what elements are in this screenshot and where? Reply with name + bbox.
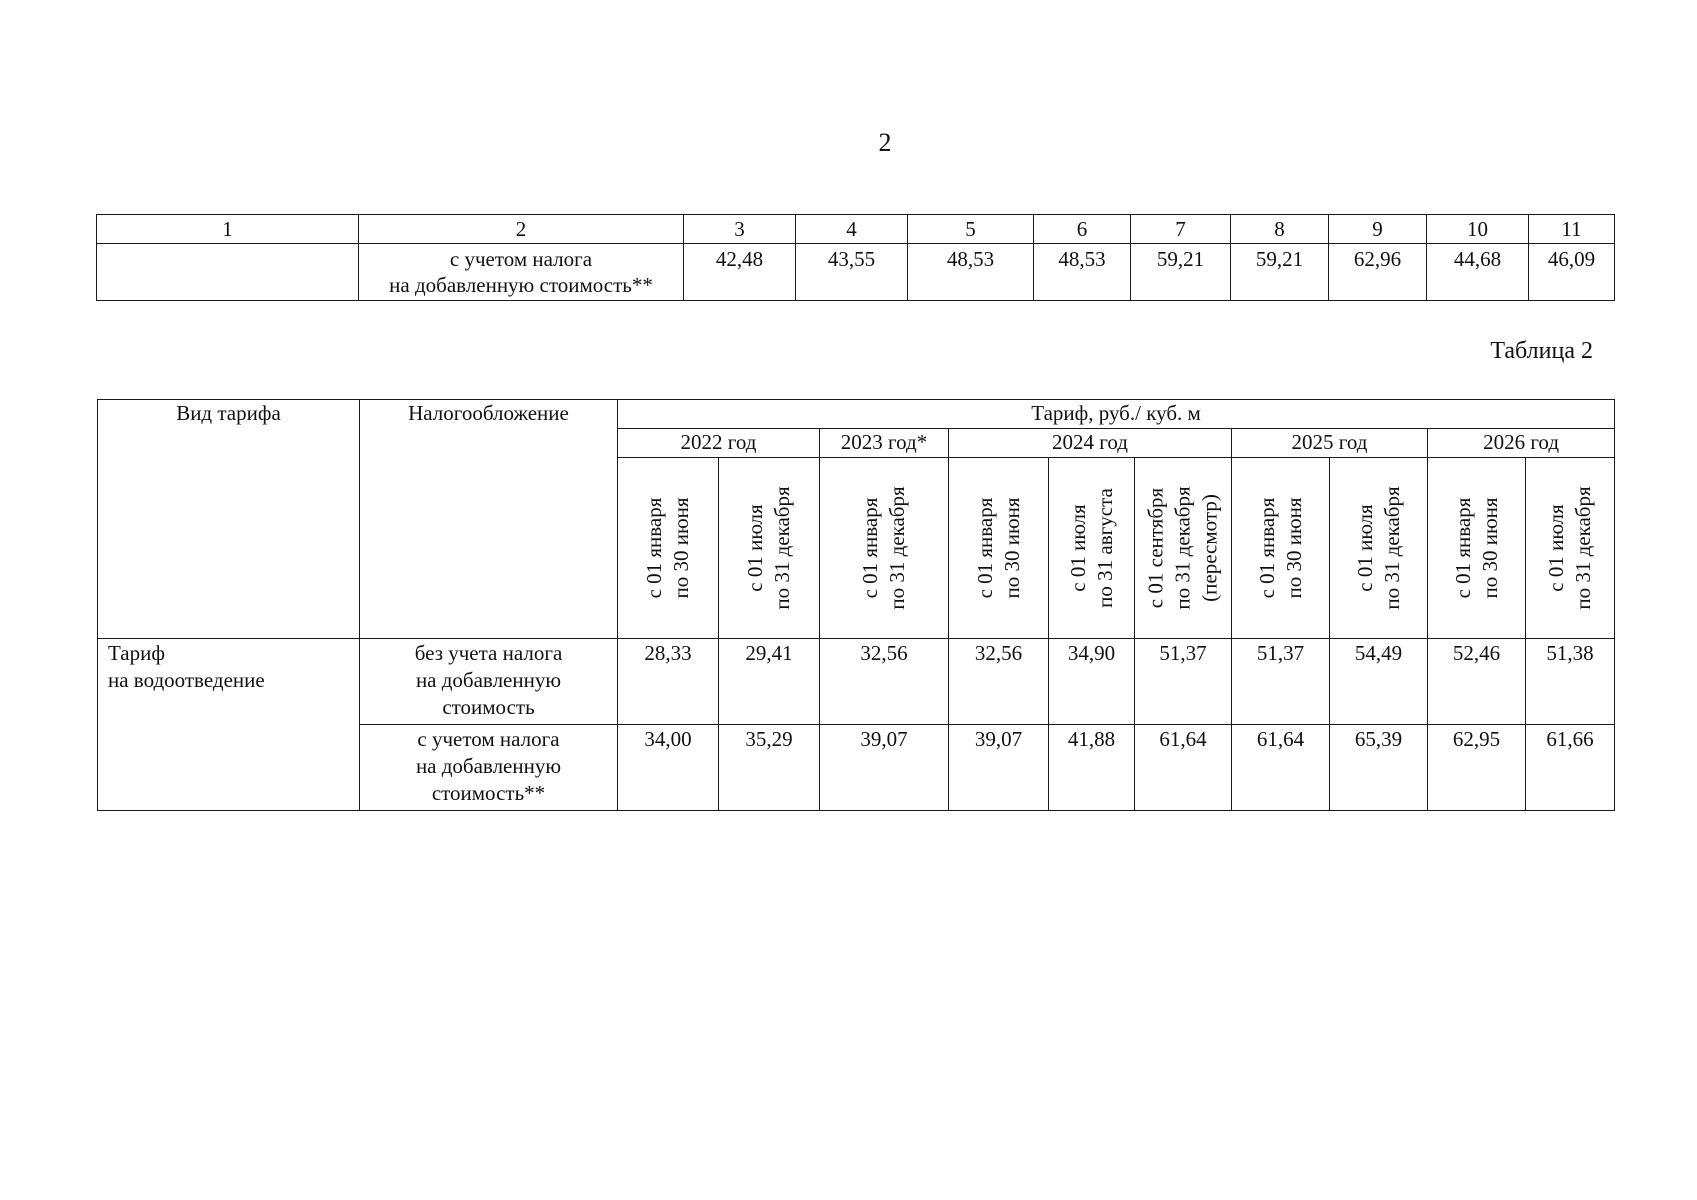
tariff-value: 51,37 <box>1135 639 1232 725</box>
taxation-label-line: на добавленную стоимость** <box>389 273 653 297</box>
header-year: 2024 год <box>949 429 1232 458</box>
tariff-value: 61,64 <box>1135 725 1232 811</box>
tariff-value: 42,48 <box>684 244 796 301</box>
header-year: 2025 год <box>1232 429 1428 458</box>
tariff-value: 59,21 <box>1131 244 1231 301</box>
period-line: с 01 сентября <box>1143 487 1168 609</box>
header-period <box>1526 458 1615 639</box>
tariff-value: 28,33 <box>618 639 719 725</box>
period-line: по 31 августа <box>1092 488 1117 608</box>
header-year: 2026 год <box>1428 429 1615 458</box>
tariff-value: 34,00 <box>618 725 719 811</box>
tariff-value: 54,49 <box>1330 639 1428 725</box>
tariff-value: 61,66 <box>1526 725 1615 811</box>
period-line: с 01 января <box>1254 497 1279 599</box>
period-line: по 31 декабря <box>1170 486 1195 610</box>
tariff-name-line: на водоотведение <box>108 668 265 692</box>
taxation-label-line: с учетом налога <box>449 247 593 271</box>
tariff-value: 44,68 <box>1427 244 1529 301</box>
column-number: 2 <box>359 215 684 244</box>
tariff-value: 48,53 <box>908 244 1034 301</box>
table-row <box>98 639 1615 725</box>
header-period <box>1428 458 1526 639</box>
tariff-value: 62,95 <box>1428 725 1526 811</box>
header-period <box>820 458 949 639</box>
period-line: с 01 июля <box>1352 504 1377 592</box>
tariff-name-line: Тариф <box>108 641 165 665</box>
tariff-value: 29,41 <box>719 639 820 725</box>
header-period <box>618 458 719 639</box>
tariff-value: 43,55 <box>796 244 908 301</box>
header-period <box>1232 458 1330 639</box>
tariff-name <box>98 639 360 811</box>
tariff-value: 41,88 <box>1049 725 1135 811</box>
taxation-label-line: на добавленную <box>415 754 562 778</box>
period-line: по 31 декабря <box>1571 486 1596 610</box>
tariff-value: 48,53 <box>1034 244 1131 301</box>
taxation-label <box>360 725 618 811</box>
column-number: 10 <box>1427 215 1529 244</box>
header-period <box>1330 458 1428 639</box>
column-number: 7 <box>1131 215 1231 244</box>
tariff-value: 51,37 <box>1232 639 1330 725</box>
table-caption: Таблица 2 <box>1490 338 1593 364</box>
tariff-value: 65,39 <box>1330 725 1428 811</box>
header-period <box>719 458 820 639</box>
column-number-row <box>97 215 1615 244</box>
table-row <box>97 244 1615 301</box>
taxation-label <box>359 244 684 301</box>
taxation-label-line: на добавленную <box>415 668 562 692</box>
column-number: 11 <box>1529 215 1615 244</box>
period-line: с 01 января <box>972 497 997 599</box>
period-line: по 30 июня <box>999 497 1024 599</box>
tariff-value: 32,56 <box>949 639 1049 725</box>
taxation-label-line: стоимость <box>442 695 535 719</box>
period-line: с 01 июля <box>743 504 767 592</box>
tariff-value: 62,96 <box>1329 244 1427 301</box>
header-period <box>1049 458 1135 639</box>
tariff-value: 32,56 <box>820 639 949 725</box>
column-number: 1 <box>97 215 359 244</box>
tariff-value: 52,46 <box>1428 639 1526 725</box>
tariff-value: 39,07 <box>949 725 1049 811</box>
empty-cell <box>97 244 359 301</box>
tariff-value: 35,29 <box>719 725 820 811</box>
tariff-table <box>97 399 1615 811</box>
period-line: с 01 июля <box>1544 504 1569 592</box>
period-line: по 30 июня <box>669 497 693 599</box>
period-line: с 01 января <box>642 497 666 599</box>
tariff-value: 61,64 <box>1232 725 1330 811</box>
column-number: 9 <box>1329 215 1427 244</box>
column-number: 8 <box>1231 215 1329 244</box>
tariff-value: 39,07 <box>820 725 949 811</box>
column-number: 5 <box>908 215 1034 244</box>
period-line: по 31 декабря <box>770 486 794 610</box>
column-number: 3 <box>684 215 796 244</box>
continuation-table <box>96 214 1615 301</box>
page-number: 2 <box>878 128 892 157</box>
period-line: с 01 января <box>1450 497 1475 599</box>
taxation-label <box>360 639 618 725</box>
taxation-label-line: с учетом налога <box>417 727 560 751</box>
period-line: (пересмотр) <box>1197 494 1222 602</box>
header-year: 2022 год <box>618 429 820 458</box>
period-line: с 01 января <box>858 497 882 599</box>
header-tariff-type: Вид тарифа <box>98 400 360 639</box>
column-number: 4 <box>796 215 908 244</box>
tariff-value: 59,21 <box>1231 244 1329 301</box>
header-taxation: Налогообложение <box>360 400 618 639</box>
tariff-value: 34,90 <box>1049 639 1135 725</box>
taxation-label-line: без учета налога <box>414 641 563 665</box>
header-year: 2023 год* <box>820 429 949 458</box>
period-line: по 30 июня <box>1281 497 1306 599</box>
period-line: по 31 декабря <box>1379 486 1404 610</box>
column-number: 6 <box>1034 215 1131 244</box>
tariff-value: 51,38 <box>1526 639 1615 725</box>
period-line: по 30 июня <box>1477 497 1502 599</box>
header-tariff: Тариф, руб./ куб. м <box>618 400 1615 429</box>
taxation-label-line: стоимость** <box>431 781 546 805</box>
tariff-value: 46,09 <box>1529 244 1615 301</box>
period-line: с 01 июля <box>1065 504 1090 592</box>
header-period <box>1135 458 1232 639</box>
header-period <box>949 458 1049 639</box>
period-line: по 31 декабря <box>885 486 909 610</box>
